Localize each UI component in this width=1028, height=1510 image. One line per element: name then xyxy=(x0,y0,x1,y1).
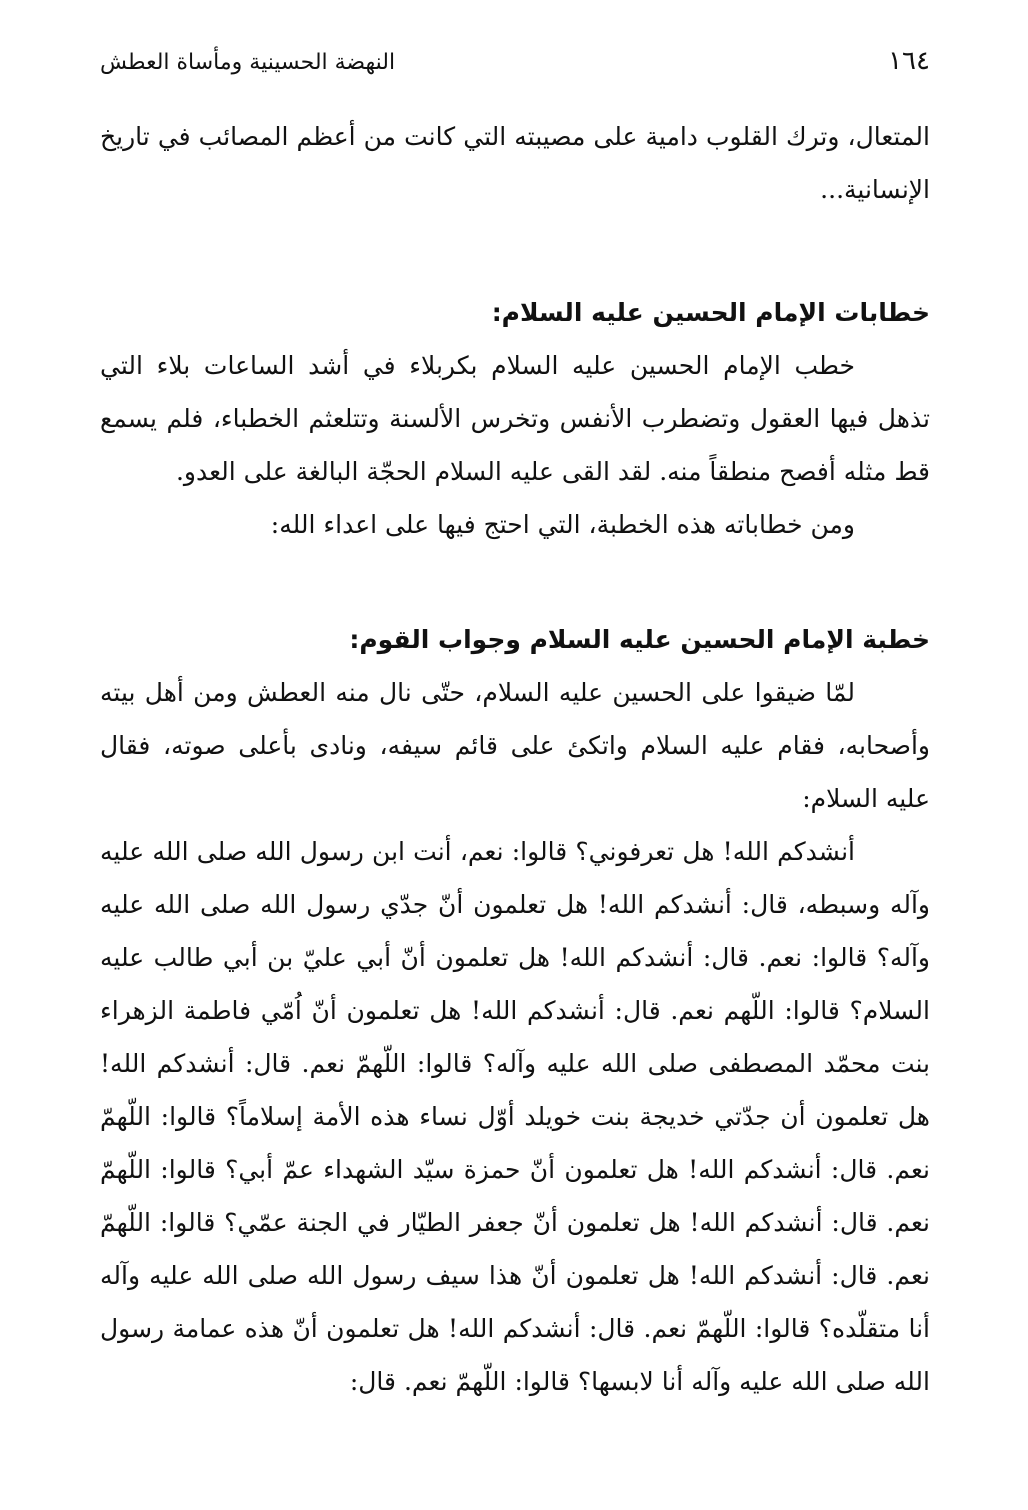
section-spacer xyxy=(100,551,930,613)
paragraph-speech-lead: ومن خطاباته هذه الخطبة، التي احتج فيها على اعداء الله: xyxy=(270,510,855,539)
paragraph-sermon-dialogue: أنشدكم الله! هل تعرفوني؟ قالوا: نعم، أنت ابن رسول الله صلى الله عليه وآله وسبطه، قال: أنشدكم الله! هل تعلمون أنّ جدّي رسول الله صلى الله عليه وآله؟ قالوا: نعم. قال: أنشدكم الله! هل تعلمون أنّ أبي عليّ بن أبي طالب عليه السلام؟ قالوا: اللّهم نعم. قال: أنشدكم الله! هل تعلمون أنّ اُمّي فاطمة الزهراء بنت محمّد المصطفى صلى الله عليه وآله؟ قالوا: اللّهمّ نعم. قال: أنشدكم الله! هل تعلمون أن جدّتي خديجة بنت خويلد أوّل نساء هذه الأمة إسلاماً؟ قالوا: اللّهمّ نعم. قال: أنشدكم الله! هل تعلمون أنّ حمزة سيّد الشهداء عمّ أبي؟ قالوا: اللّهمّ نعم. قال: أنشدكم الله! هل تعلمون أنّ جعفر الطيّار في الجنة عمّي؟ قالوا: اللّهمّ نعم. قال: أنشدكم الله! هل تعلمون أنّ هذا سيف رسول الله صلى الله عليه وآله أنا متقلّده؟ قالوا: اللّهمّ نعم. قال: أنشدكم الله! هل تعلمون أنّ هذه عمامة رسول الله صلى الله عليه وآله أنا لابسها؟ قالوا: اللّهمّ نعم. قال: xyxy=(100,837,930,1396)
page-number: ١٦٤ xyxy=(888,46,930,76)
section-heading-sermon: خطبة الإمام الحسين عليه السلام وجواب القوم: xyxy=(349,625,930,654)
paragraph-speeches-intro: خطب الإمام الحسين عليه السلام بكربلاء في أشد الساعات بلاء التي تذهل فيها العقول وتضطرب الأنفس وتخرس الألسنة وتتلعثم الخطباء، فلم يسمع قط مثله أفصح منطقاً منه. لقد القى عليه السلام الحجّة البالغة على العدو. xyxy=(100,351,930,486)
paragraph-sermon-context: لمّا ضيقوا على الحسين عليه السلام، حتّى نال منه العطش ومن أهل بيته وأصحابه، فقام عليه السلام واتكئ على قائم سيفه، ونادى بأعلى صوته، فقال عليه السلام: xyxy=(100,678,930,813)
section-heading-speeches: خطابات الإمام الحسين عليه السلام: xyxy=(491,298,930,327)
running-title: النهضة الحسينية ومأساة العطش xyxy=(100,50,396,75)
page-body xyxy=(100,110,930,1408)
intro-paragraph: المتعال، وترك القلوب دامية على مصيبته التي كانت من أعظم المصائب في تاريخ الإنسانية... xyxy=(100,122,930,204)
section-spacer xyxy=(100,216,930,286)
page-header xyxy=(100,46,930,86)
